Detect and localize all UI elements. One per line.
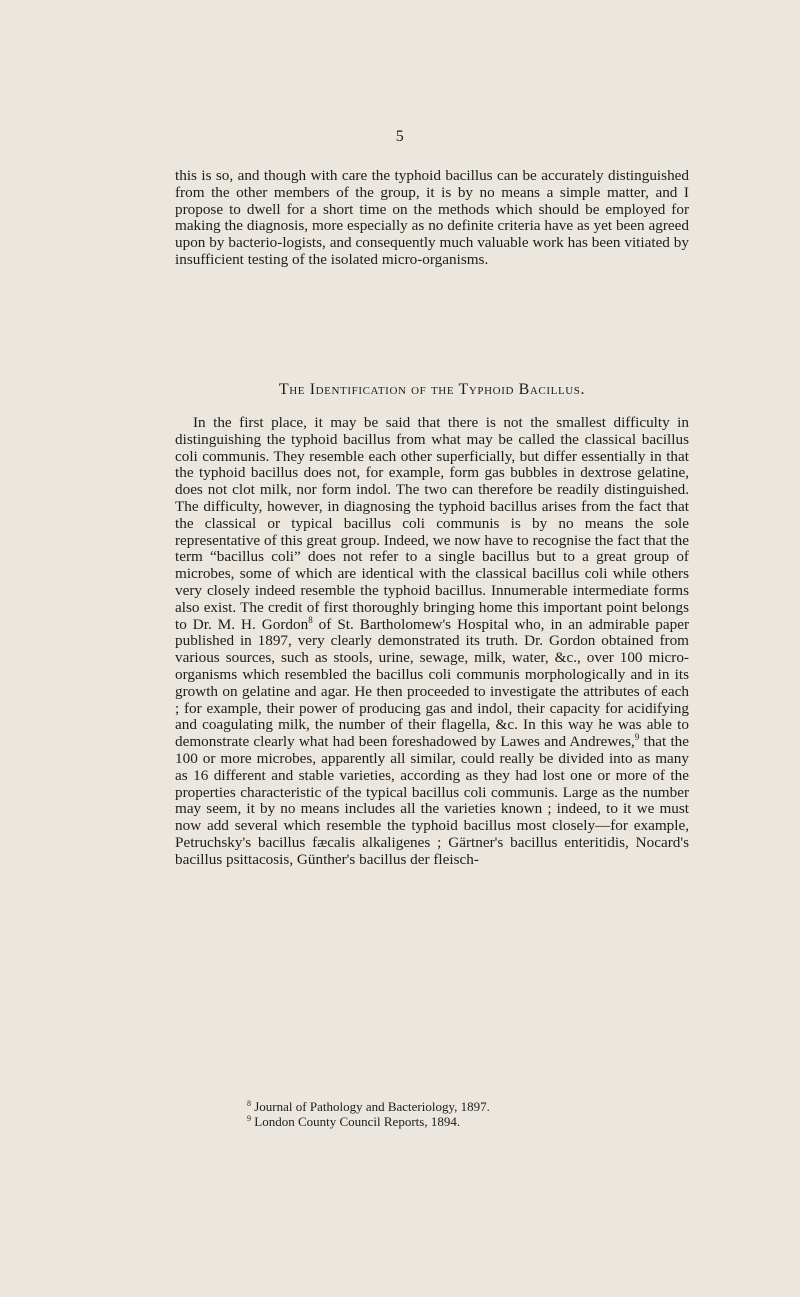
section-heading: The Identification of the Typhoid Bacillus. [278, 381, 586, 398]
footnote-9 [247, 1115, 717, 1130]
footnote-marker: 8 [247, 1099, 251, 1108]
footnotes [247, 1100, 717, 1129]
footnote-8 [247, 1100, 717, 1115]
footnote-marker: 9 [247, 1113, 251, 1123]
footnote-text: London County Council Reports, 1894. [251, 1113, 461, 1129]
body-paragraph [175, 415, 689, 869]
footnote-text: Journal of Pathology and Bacteriology, 1897. [251, 1099, 490, 1114]
footnote-ref-8: 8 [308, 614, 313, 625]
page-number: 5 [395, 128, 405, 145]
body-text-part-3: that the 100 or more microbes, apparently all similar, could really be divided into as many as 16 different and stable varieties, according as they had lost one or more of the properties characteristic of the typical bacillus coli communis. Large as the number may seem, it by no means includes all the varieties known ; indeed, to it we must now add several which resemble the typhoid bacillus most closely—for example, Petruchsky's bacillus fæcalis alkaligenes ; Gärtner's bacillus enteritidis, Nocard's bacillus psittacosis, Günther's bacillus der fleisch- [175, 733, 689, 868]
footnote-ref-9: 9 [634, 732, 640, 743]
body-text-part-2: of St. Bartholomew's Hospital who, in an admirable paper published in 1897, very clearly demonstrated its truth. Dr. Gordon obtained from various sources, such as stools, urine, sewage, milk, water, &c., over 100 micro-organisms which resembled the bacillus coli communis morphologically and in its growth on gelatine and agar. He then proceeded to investigate the attributes of each ; for example, their power of producing gas and indol, their capacity for acidifying and coagulating milk, the number of their flagella, &c. In this way he was able to demonstrate clearly what had been foreshadowed by Lawes and Andrewes, [175, 615, 689, 751]
body-text-part-1: In the first place, it may be said that there is not the smallest difficulty in distinguishing the typhoid bacillus from what may be called the classical bacillus coli communis. They resemble each other superficially, but differ essentially in that the typhoid bacillus does not, for example, form gas bubbles in dextrose gelatine, does not clot milk, nor form indol. The two can therefore be readily distinguished. The difficulty, however, in diagnosing the typhoid bacillus arises from the fact that the classical or typical bacillus coli communis is by no means the sole representative of this great group. Indeed, we now have to recognise the fact that the term “bacillus coli” does not refer to a single bacillus but to a great group of microbes, some of which are identical with the classical bacillus coli while others very closely indeed resemble the typhoid bacillus. Innumerable intermediate forms also exist. The credit of first thoroughly bringing home this important point belongs to Dr. M. H. Gordon [175, 414, 689, 633]
intro-paragraph: this is so, and though with care the typhoid bacillus can be accurately distinguished from the other members of the group, it is by no means a simple matter, and I propose to dwell for a short time on the methods which should be employed for making the diagnosis, more especially as no definite criteria have as yet been agreed upon by bacterio-logists, and consequently much valuable work has been vitiated by insufficient testing of the isolated micro-organisms. [175, 167, 689, 268]
